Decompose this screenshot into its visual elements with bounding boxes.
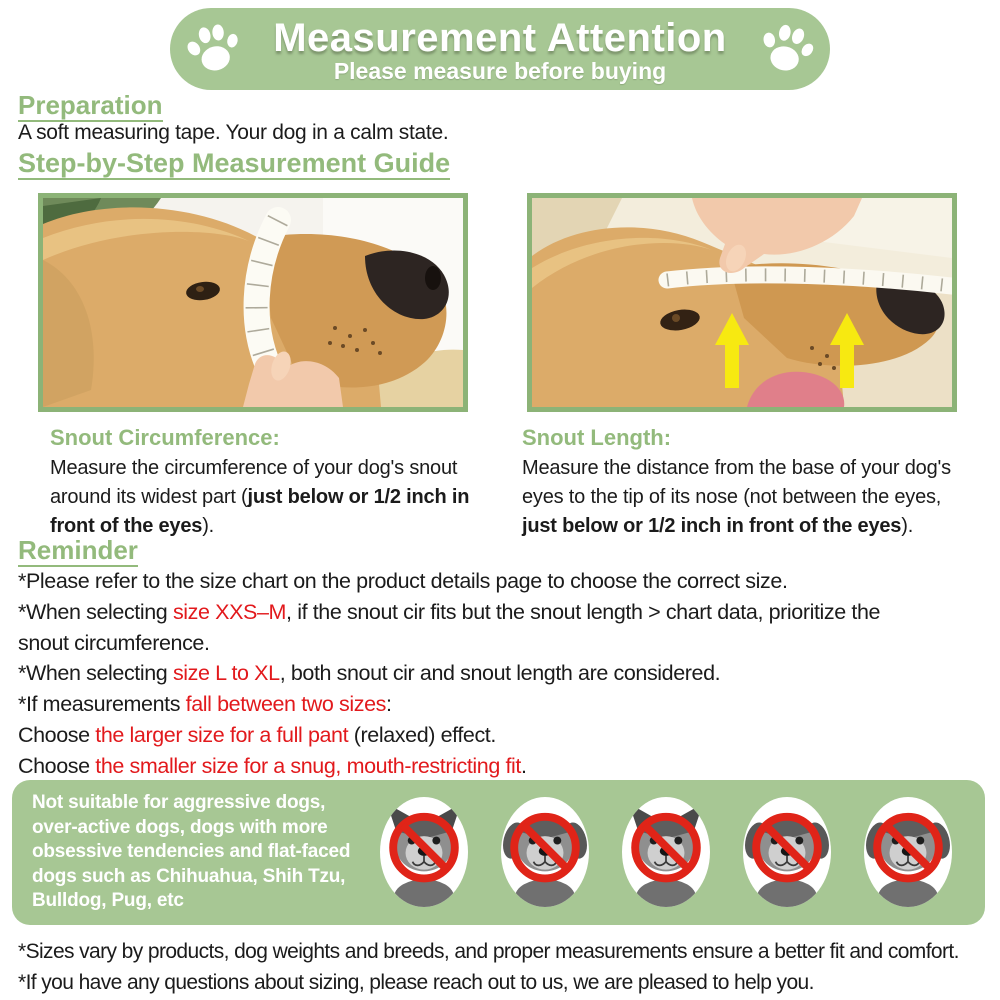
- no-dogs-row: [380, 797, 952, 907]
- snout-circumference-heading: Snout Circumference:: [50, 425, 280, 450]
- preparation-text: A soft measuring tape. Your dog in a calm state.: [18, 121, 449, 144]
- prohibited-dog-icon: [622, 797, 710, 907]
- not-suitable-notice-box: [12, 780, 985, 925]
- photo-snout-length: [527, 193, 957, 412]
- no-dog-french-bulldog: [622, 797, 710, 907]
- snout-circumference-caption: [50, 425, 469, 541]
- no-dog-boxer: [743, 797, 831, 907]
- banner-subtitle: Please measure before buying: [333, 58, 667, 84]
- dog-tape-along-snout-illustration: [532, 198, 952, 407]
- banner: [170, 8, 830, 90]
- preparation-heading: Preparation: [18, 92, 163, 122]
- prohibited-dog-icon: [380, 797, 468, 907]
- guide-heading: Step-by-Step Measurement Guide: [18, 149, 450, 180]
- snout-circumference-text: Measure the circumference of your dog's snout around its widest part (just below or 1/2 inch in front of the eyes).: [50, 457, 470, 537]
- footer-notes: *Sizes vary by products, dog weights and breeds, and proper measurements ensure a better fit and comfort. *If you have any questions about sizing, please reach out to us, we are pleased to help you.: [18, 940, 959, 994]
- prohibited-dog-icon: [864, 797, 952, 907]
- snout-length-caption: [522, 425, 951, 541]
- no-dog-chihuahua: [380, 797, 468, 907]
- banner-title: Measurement Attention: [273, 16, 727, 60]
- prohibited-dog-icon: [743, 797, 831, 907]
- no-dog-pug: [864, 797, 952, 907]
- no-dog-shih-tzu: [501, 797, 589, 907]
- photo-snout-circumference: [38, 193, 468, 412]
- reminder-text: *Please refer to the size chart on the product details page to choose the correct size. *When selecting size XXS–M, if the snout cir fits but the snout length > chart data, prioritize the snout circumference. *When selecting size L to XL, both snout cir and snout length are considered. *If measurements fall between two sizes: Choose the larger size for a full pant (relaxed) effect. Choose the smaller size for a snug, mouth-restricting fit.: [18, 569, 881, 778]
- prohibited-dog-icon: [501, 797, 589, 907]
- snout-length-heading: Snout Length:: [522, 425, 672, 450]
- snout-length-text: Measure the distance from the base of your dog's eyes to the tip of its nose (not between the eyes, just below or 1/2 inch in front of the eyes).: [522, 457, 951, 537]
- paw-icon: [753, 16, 821, 84]
- not-suitable-text: Not suitable for aggressive dogs, over-active dogs, dogs with more obsessive tendencies and flat-faced dogs such as Chihuahua, Shih Tzu, Bulldog, Pug, etc: [32, 792, 351, 912]
- reminder-heading: Reminder: [18, 537, 138, 567]
- dog-tape-around-snout-illustration: [43, 198, 463, 407]
